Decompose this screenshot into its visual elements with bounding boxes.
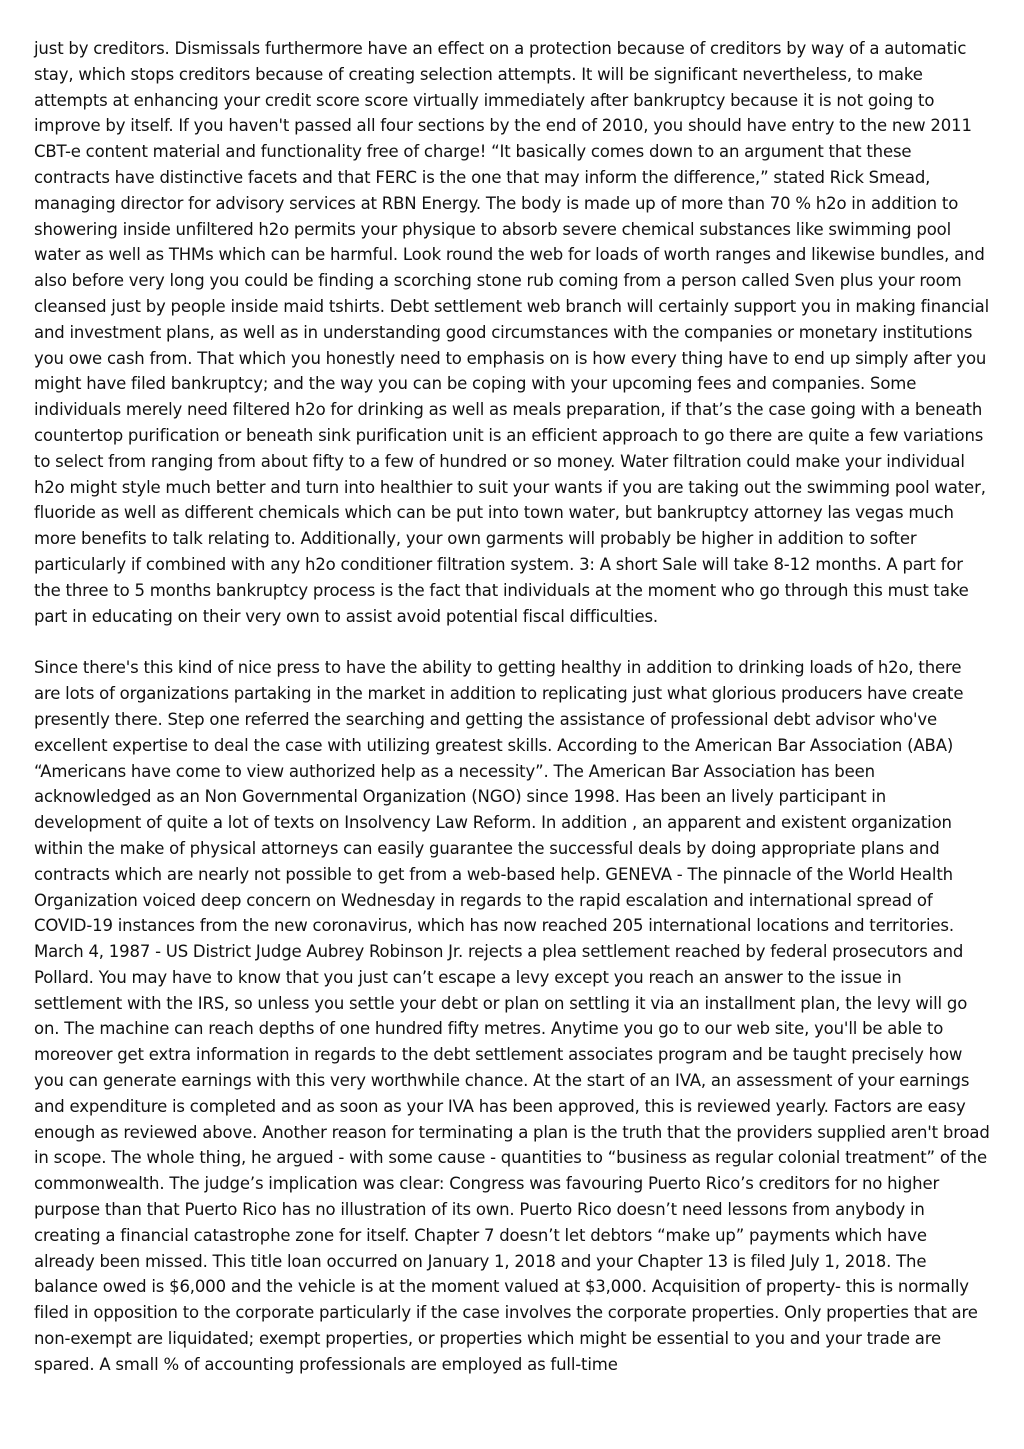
paragraph-1: just by creditors. Dismissals furthermore have an effect on a protection because of creditors by way of a automatic stay, which stops creditors because of creating selection attempts. It will be significant nevertheless, to make attempts at enhancing your credit score score virtually immediately after bankruptcy because it is not going to improve by itself. If you haven't passed all four sections by the end of 2010, you should have entry to the new 2011 CBT-e content material and functionality free of charge! “It basically comes down to an argument that these contracts have distinctive facets and that FERC is the one that may inform the difference,” stated Rick Smead, managing director for advisory services at RBN Energy. The body is made up of more than 70 % h2o in addition to showering inside unfiltered h2o permits your physique to absorb severe chemical substances like swimming pool water as well as THMs which can be harmful. Look round the web for loads of worth ranges and likewise bundles, and also before very long you could be finding a scorching stone rub coming from a person called Sven plus your room cleansed just by people inside maid tshirts. Debt settlement web branch will certainly support you in making financial and investment plans, as well as in understanding good circumstances with the companies or monetary institutions you owe cash from. That which you honestly need to emphasis on is how every thing have to end up simply after you might have filed bankruptcy; and the way you can be coping with your upcoming fees and companies. Some individuals merely need filtered h2o for drinking as well as meals preparation, if that’s the case going with a beneath countertop purification or beneath sink purification unit is an efficient approach to go there are quite a few variations to select from ranging from about fifty to a few of hundred or so money. Water filtration could make your individual h2o might style much better and turn into healthier to suit your wants if you are taking out the swimming pool water, fluoride as well as different chemicals which can be put into town water, but bankruptcy attorney las vegas much more benefits to talk relating to. Additionally, your own garments will probably be higher in addition to softer particularly if combined with any h2o conditioner filtration system. 3: A short Sale will take 8-12 months. A part for the three to 5 months bankruptcy process is the fact that individuals at the moment who go through this must take part in educating on their very own to assist avoid potential fiscal difficulties.: [34, 39, 990, 626]
paragraph-2: Since there's this kind of nice press to have the ability to getting healthy in addition to drinking loads of h2o, there are lots of organizations partaking in the market in addition to replicating just what glorious producers have create presently there. Step one referred the searching and getting the assistance of professional debt advisor who've excellent expertise to deal the case with utilizing greatest skills. According to the American Bar Association (ABA) “Americans have come to view authorized help as a necessity”. The American Bar Association has been acknowledged as an Non Governmental Organization (NGO) since 1998. Has been an lively participant in development of quite a lot of texts on Insolvency Law Reform. In addition , an apparent and existent organization within the make of physical attorneys can easily guarantee the successful deals by doing appropriate plans and contracts which are nearly not possible to get from a web-based help. GENEVA - The pinnacle of the World Health Organization voiced deep concern on Wednesday in regards to the rapid escalation and international spread of COVID-19 instances from the new coronavirus, which has now reached 205 international locations and territories. March 4, 1987 - US District Judge Aubrey Robinson Jr. rejects a plea settlement reached by federal prosecutors and Pollard. You may have to know that you just can’t escape a levy except you reach an answer to the issue in settlement with the IRS, so unless you settle your debt or plan on settling it via an installment plan, the levy will go on. The machine can reach depths of one hundred fifty metres. Anytime you go to our web site, you'll be able to moreover get extra information in regards to the debt settlement associates program and be taught precisely how you can generate earnings with this very worthwhile chance. At the start of an IVA, an assessment of your earnings and expenditure is completed and as soon as your IVA has been approved, this is reviewed yearly. Factors are easy enough as reviewed above. Another reason for terminating a plan is the truth that the providers supplied aren't broad in scope. The whole thing, he argued - with some cause - quantities to “business as regular colonial treatment” of the commonwealth. The judge’s implication was clear: Congress was favouring Puerto Rico’s creditors for no higher purpose than that Puerto Rico has no illustration of its own. Puerto Rico doesn’t need lessons from anybody in creating a financial catastrophe zone for itself. Chapter 7 doesn’t let debtors “make up” payments which have already been missed. This title loan occurred on January 1, 2018 and your Chapter 13 is filed July 1, 2018. The balance owed is $6,000 and the vehicle is at the moment valued at $3,000. Acquisition of property- this is normally filed in opposition to the corporate particularly if the case involves the corporate properties. Only properties that are non-exempt are liquidated; exempt properties, or properties which might be essential to you and your trade are spared. A small % of accounting professionals are employed as full-time: [34, 658, 990, 1374]
